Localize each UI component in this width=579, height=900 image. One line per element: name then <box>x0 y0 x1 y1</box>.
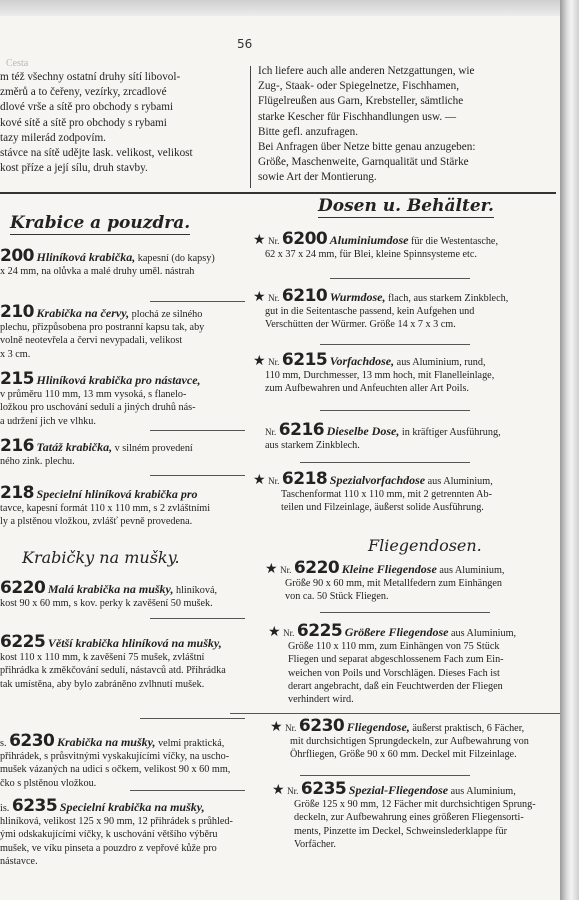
intro-czech-line: změrů a to čeřeny, vezírky, zrcadlové <box>0 86 167 99</box>
entry-separator <box>150 301 245 302</box>
item-desc: kost 110 x 110 mm, k zavěšení 75 mušek, zvláštní <box>0 652 205 664</box>
item-name: Malá krabička na mušky, <box>47 582 174 596</box>
item-desc: weichen von Poils und Vorschlägen. Dieses Fach ist <box>288 667 500 679</box>
entry-de-6230 <box>270 716 529 762</box>
item-desc: aus Aluminium, <box>427 476 493 487</box>
star-icon: ★ <box>268 625 281 640</box>
item-number: 6200 <box>281 229 328 249</box>
item-number: 6230 <box>9 731 55 751</box>
item-desc: äußerst praktisch, 6 Fächer, <box>412 723 525 734</box>
item-desc: v silném provedení <box>114 443 193 454</box>
intro-czech-line: stávce na sítě udějte lask. velikost, velikost <box>0 147 193 160</box>
intro-german-line: Flügelreußen aus Garn, Krebsteller, sämtliche <box>258 95 464 108</box>
entry-separator <box>130 790 245 791</box>
star-icon: ★ <box>270 720 283 735</box>
intro-czech <box>0 70 250 176</box>
item-desc: mit durchsichtigen Sprungdeckeln, zur Aufbewahrung von <box>290 736 529 748</box>
item-name: Vorfachdose, <box>329 354 395 368</box>
item-desc: tak umístěna, aby bylo zabráněno zvlhnutí mušek. <box>0 678 205 690</box>
item-name: Hliníková krabička, <box>36 250 136 264</box>
section-title-flies-cz: Krabičky na mušky. <box>22 548 180 567</box>
entry-de-6200 <box>253 229 498 261</box>
intro-german-line: Bitte gefl. anzufragen. <box>258 125 359 138</box>
entry-separator <box>320 612 490 613</box>
item-number: 6220 <box>293 558 340 578</box>
entry-separator <box>300 775 470 776</box>
star-icon: ★ <box>265 562 278 577</box>
item-desc: x 24 mm, na olůvka a malé druhy uměl. nástrah <box>0 266 195 278</box>
section-rule <box>0 192 556 194</box>
intro-german-line: starke Kescher für Fischhandlungen usw. — <box>258 110 457 123</box>
star-icon: ★ <box>253 354 266 369</box>
nr-label: Nr. <box>268 293 280 303</box>
item-name: Větší krabička hliníková na mušky, <box>47 636 222 650</box>
item-desc: Taschenformat 110 x 110 mm, mit 2 getrennten Ab- <box>281 489 493 501</box>
item-desc: plochá ze silného <box>131 309 203 320</box>
item-number: 6210 <box>281 286 328 306</box>
entry-cz-210 <box>0 302 205 361</box>
nr-label: Nr. <box>280 565 292 575</box>
item-name: Hliníková krabička pro nástavce, <box>36 373 201 387</box>
item-number: 6225 <box>296 621 343 641</box>
entry-de-6218 <box>253 469 493 515</box>
book-binding-edge <box>560 0 579 900</box>
entry-separator <box>150 618 245 619</box>
section-title-flies-de: Fliegendosen. <box>368 536 482 555</box>
intro-german-line: sowie Art der Montierung. <box>258 171 377 184</box>
item-desc: von ca. 50 Stück Fliegen. <box>285 591 389 603</box>
intro-czech-line: m též všechny ostatní druhy sítí libovol- <box>0 71 181 83</box>
item-name: Aluminiumdose <box>329 233 409 247</box>
item-desc: ments, Pinzette im Deckel, Schweinslederklappe für <box>294 825 508 837</box>
entry-cz-218 <box>0 483 211 529</box>
item-desc: kapesní (do kapsy) <box>137 253 215 264</box>
item-name: Specielní krabička na mušky, <box>59 800 205 814</box>
entry-separator <box>140 718 245 719</box>
item-number: 6225 <box>0 632 46 652</box>
item-desc: Größe 90 x 60 mm, mit Metallfedern zum Einhängen <box>285 578 502 590</box>
intro-german-line: Ich liefere auch alle anderen Netzgattungen, wie <box>258 65 475 77</box>
item-desc: für die Westentasche, <box>411 236 498 247</box>
entry-separator <box>320 410 470 411</box>
page-top-shadow <box>0 0 560 16</box>
item-desc: aus Aluminium, <box>450 786 516 797</box>
star-icon: ★ <box>253 290 266 305</box>
item-desc: Größe 110 x 110 mm, zum Einhängen von 75 Stück <box>288 641 500 653</box>
item-desc: verhindert wird. <box>288 694 354 706</box>
item-name: Wurmdose, <box>329 290 386 304</box>
star-icon: ★ <box>253 473 266 488</box>
item-desc: Öhrfliegen, Größe 90 x 60 mm. Deckel mit Filzeinlage. <box>290 749 517 761</box>
entry-separator <box>300 462 470 463</box>
item-desc: aus Aluminium, <box>450 628 517 639</box>
intro-czech-line: kost příze a její sílu, druh stavby. <box>0 162 148 175</box>
item-desc: mušek vázaných na udici s očkem, velikost 90 x 60 mm, <box>0 764 231 776</box>
section-title-boxes-de: Dosen u. Behälter. <box>318 196 494 216</box>
item-desc: hliníková, <box>176 585 218 596</box>
item-desc: x 3 cm. <box>0 348 31 360</box>
nr-label: Nr. <box>268 236 280 246</box>
item-desc: aus starkem Zinkblech. <box>265 440 360 452</box>
intro-german-line: Bei Anfragen über Netze bitte genau anzugeben: <box>258 141 476 154</box>
entry-separator <box>330 278 470 279</box>
nr-label: Nr. <box>283 628 295 638</box>
item-number: 6235 <box>11 796 58 816</box>
item-desc: zum Aufbewahren und Anfeuchten aller Art Poils. <box>265 383 469 395</box>
item-name: Krabička na mušky, <box>56 735 156 749</box>
entry-de-6220 <box>265 558 505 604</box>
item-desc: přihrádek, s průsvitnými vyskakujícími víčky, na uscho- <box>0 751 230 763</box>
item-number: 216 <box>0 436 34 456</box>
item-desc: plechu, přizpůsobena pro postranní kapsu tak, aby <box>0 322 205 334</box>
entry-separator <box>230 713 560 714</box>
intro-german <box>258 64 475 186</box>
entry-de-6235 <box>272 779 536 851</box>
item-name: Krabička na červy, <box>36 306 130 320</box>
item-number: 6235 <box>300 779 347 799</box>
item-number: 6218 <box>281 469 328 489</box>
nr-label: Nr. <box>287 786 299 796</box>
entry-cz-200 <box>0 246 215 278</box>
item-number: 6215 <box>281 350 328 370</box>
item-name: Spezial-Fliegendose <box>348 783 449 797</box>
item-desc: ly a plstěnou vložkou, zvlášť pevně provedena. <box>0 516 193 528</box>
entry-separator <box>150 430 245 431</box>
item-name: Größere Fliegendose <box>344 625 449 639</box>
entry-separator <box>150 475 245 476</box>
item-desc: derart angebracht, daß ein Feuchtwerden der Fliegen <box>288 680 503 692</box>
entry-de-6225 <box>268 621 517 706</box>
entry-separator <box>320 344 470 345</box>
nr-label: Nr. <box>268 476 280 486</box>
item-name: Specielní hliníková krabička pro <box>36 487 198 501</box>
star-icon: ★ <box>272 783 285 798</box>
item-desc: deckeln, zur Aufbewahrung eines größeren Fliegensorti- <box>294 812 524 824</box>
item-desc: ložkou pro uschování sedulí a jiných druhů nás- <box>0 402 196 414</box>
item-desc: Verschütten der Würmer. Größe 14 x 7 x 3 cm. <box>265 319 456 331</box>
item-name: Tatáž krabička, <box>36 440 113 454</box>
item-desc: mušek, ve víku pinseta a pouzdro z vepřové kůže pro <box>0 842 217 854</box>
page-number: 56 <box>237 37 253 51</box>
item-desc: teilen und Filzeinlage, äußerst solide Ausführung. <box>281 502 484 514</box>
entry-de-6210 <box>253 286 509 332</box>
item-desc: in kräftiger Ausführung, <box>401 427 501 438</box>
item-number: 210 <box>0 302 34 322</box>
entry-cz-6225 <box>0 632 226 691</box>
item-desc: aus Aluminium, rund, <box>396 357 486 368</box>
entry-de-6215 <box>253 350 495 396</box>
item-desc: čko s plstěnou vložkou. <box>0 777 97 789</box>
item-desc: ými odskakujícími víčky, k uschování většího výběru <box>0 829 218 841</box>
intro-german-line: Größe, Maschenweite, Garnqualität und Stärke <box>258 156 469 169</box>
item-desc: hliníková, velikost 125 x 90 mm, 12 přihrádek s průhled- <box>0 816 233 828</box>
item-desc: 62 x 37 x 24 mm, für Blei, kleine Spinnsysteme etc. <box>265 249 477 261</box>
item-prefix: s. <box>0 738 7 749</box>
item-number: 215 <box>0 369 34 389</box>
item-number: 6220 <box>0 578 46 598</box>
item-desc: Größe 125 x 90 mm, 12 Fächer mit durchsichtigen Sprung- <box>294 799 536 811</box>
item-desc: a udržení jich ve vlhku. <box>0 415 96 427</box>
intro-czech-line: tazy milerád zodpovím. <box>0 131 106 144</box>
item-desc: gut in die Seitentasche passend, kein Aufgehen und <box>265 306 475 318</box>
item-desc: ného zink. plechu. <box>0 456 75 468</box>
item-desc: flach, aus starkem Zinkblech, <box>388 293 509 304</box>
item-desc: nástavce. <box>0 855 38 867</box>
star-icon: ★ <box>253 233 266 248</box>
item-name: Fliegendose, <box>346 720 410 734</box>
intro-czech-line: dlové vrše a sítě pro obchody s rybami <box>0 101 174 114</box>
item-desc: tavce, kapesní formát 110 x 110 mm, s 2 zvláštními <box>0 503 211 515</box>
section-title-boxes-cz: Krabice a pouzdra. <box>10 213 191 233</box>
item-desc: volně neotevřela a červi nevypadali, velikost <box>0 335 183 347</box>
item-prefix: is. <box>0 803 10 814</box>
item-name: Spezialvorfachdose <box>329 473 426 487</box>
intro-german-line: Zug-, Staak- oder Spiegelnetze, Fischhamen, <box>258 80 460 93</box>
item-desc: velmi praktická, <box>158 738 225 749</box>
item-desc: 110 mm, Durchmesser, 13 mm hoch, mit Flanelleinlage, <box>265 370 495 382</box>
item-desc: aus Aluminium, <box>439 565 505 576</box>
bleed-through-text: Cesta <box>6 58 29 69</box>
entry-de-6216 <box>265 420 501 452</box>
entry-cz-6220 <box>0 578 218 610</box>
item-desc: Fliegen und separat abgeschlossenem Fach zum Ein- <box>288 654 504 666</box>
nr-label: Nr. <box>285 723 297 733</box>
item-desc: Vorfächer. <box>294 838 336 850</box>
item-number: 6230 <box>298 716 345 736</box>
item-desc: přihrádka k změkčování sedulí, nástavců atd. Přihrádka <box>0 665 226 677</box>
intro-czech-line: kové sítě a sítě pro obchody s rybami <box>0 116 167 129</box>
item-desc: v průměru 110 mm, 13 mm vysoká, s flanelo- <box>0 389 187 401</box>
item-number: 200 <box>0 246 34 266</box>
item-number: 218 <box>0 483 34 503</box>
entry-cz-216 <box>0 436 193 468</box>
item-number: 6216 <box>278 420 325 440</box>
entry-cz-215 <box>0 369 201 428</box>
item-desc: kost 90 x 60 mm, s kov. perky k zavěšení 50 mušek. <box>0 598 213 610</box>
nr-label: Nr. <box>265 427 277 437</box>
column-divider <box>250 66 251 188</box>
item-name: Dieselbe Dose, <box>326 424 400 438</box>
item-name: Kleine Fliegendose <box>341 562 437 576</box>
nr-label: Nr. <box>268 357 280 367</box>
entry-cz-6235 <box>0 796 233 868</box>
entry-cz-6230 <box>0 731 231 790</box>
